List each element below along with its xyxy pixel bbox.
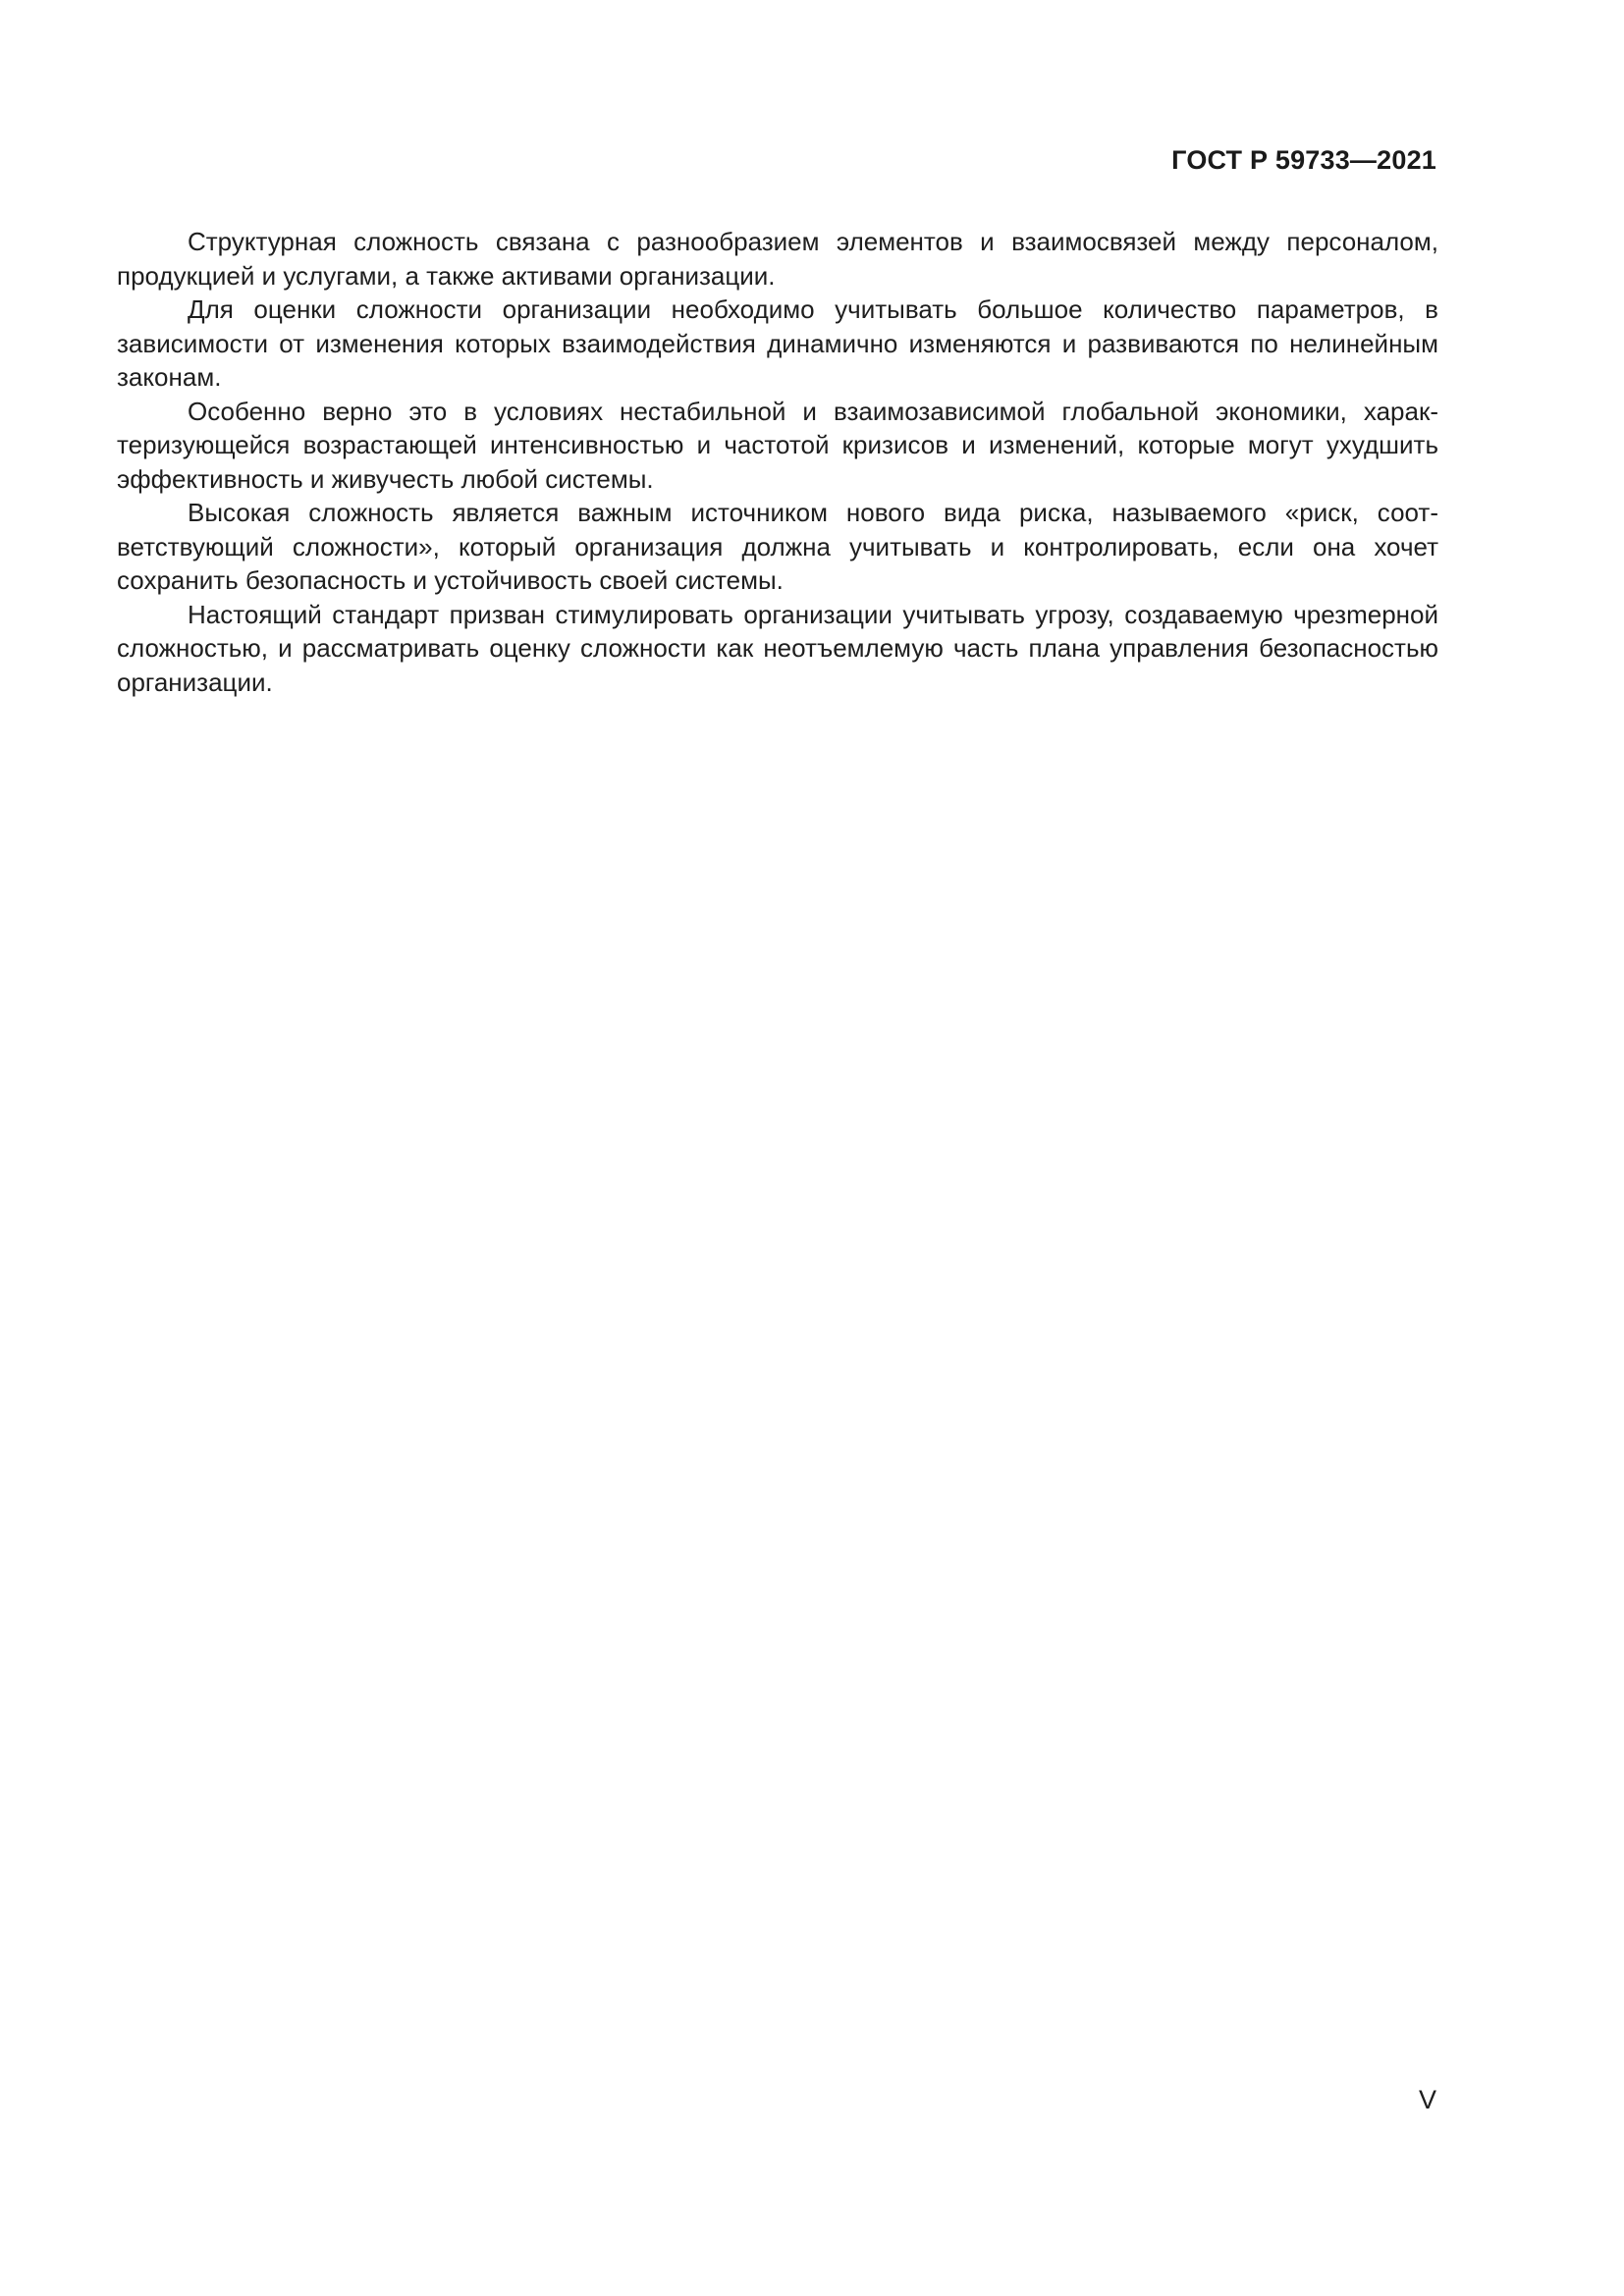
paragraph-structural-complexity: Структурная сложность связана с разнообразием элементов и взаимосвязей между персоналом, продукцией и услугами, а также активами организации. — [117, 227, 1438, 291]
standard-designation: ГОСТ Р 59733—2021 — [1171, 145, 1436, 175]
page-number: V — [1418, 2085, 1436, 2114]
paragraph-complexity-risk: Высокая сложность является важным источником нового вида риска, называемого «риск, соответствующий сложности», который организация должна учитывать и контролировать, если она хочет сохранить безопасность и устойчивость своей системы. — [117, 498, 1438, 595]
paragraph-standard-purpose: Настоящий стандарт призван стимулировать организации учитывать угрозу, создаваемую чрезmерной сложностью, и рассматривать оценку сложности как неотъемлемую часть плана управления безопасностью организации. — [117, 599, 1438, 697]
body-text — [117, 225, 1438, 699]
paragraph-global-economy: Особенно верно это в условиях нестабильной и взаимозависимой глобальной экономики, характеризующейся возрастающей интенсивностью и частотой кризисов и изменений, которые могут ухудшить эффективность и живучесть любой системы. — [117, 396, 1438, 494]
paragraph-complexity-assessment: Для оценки сложности организации необходимо учитывать большое количество параметров, в зависимости от изменения которых взаимодействия динамично изменяются и развиваются по нелинейным законам. — [117, 294, 1438, 392]
